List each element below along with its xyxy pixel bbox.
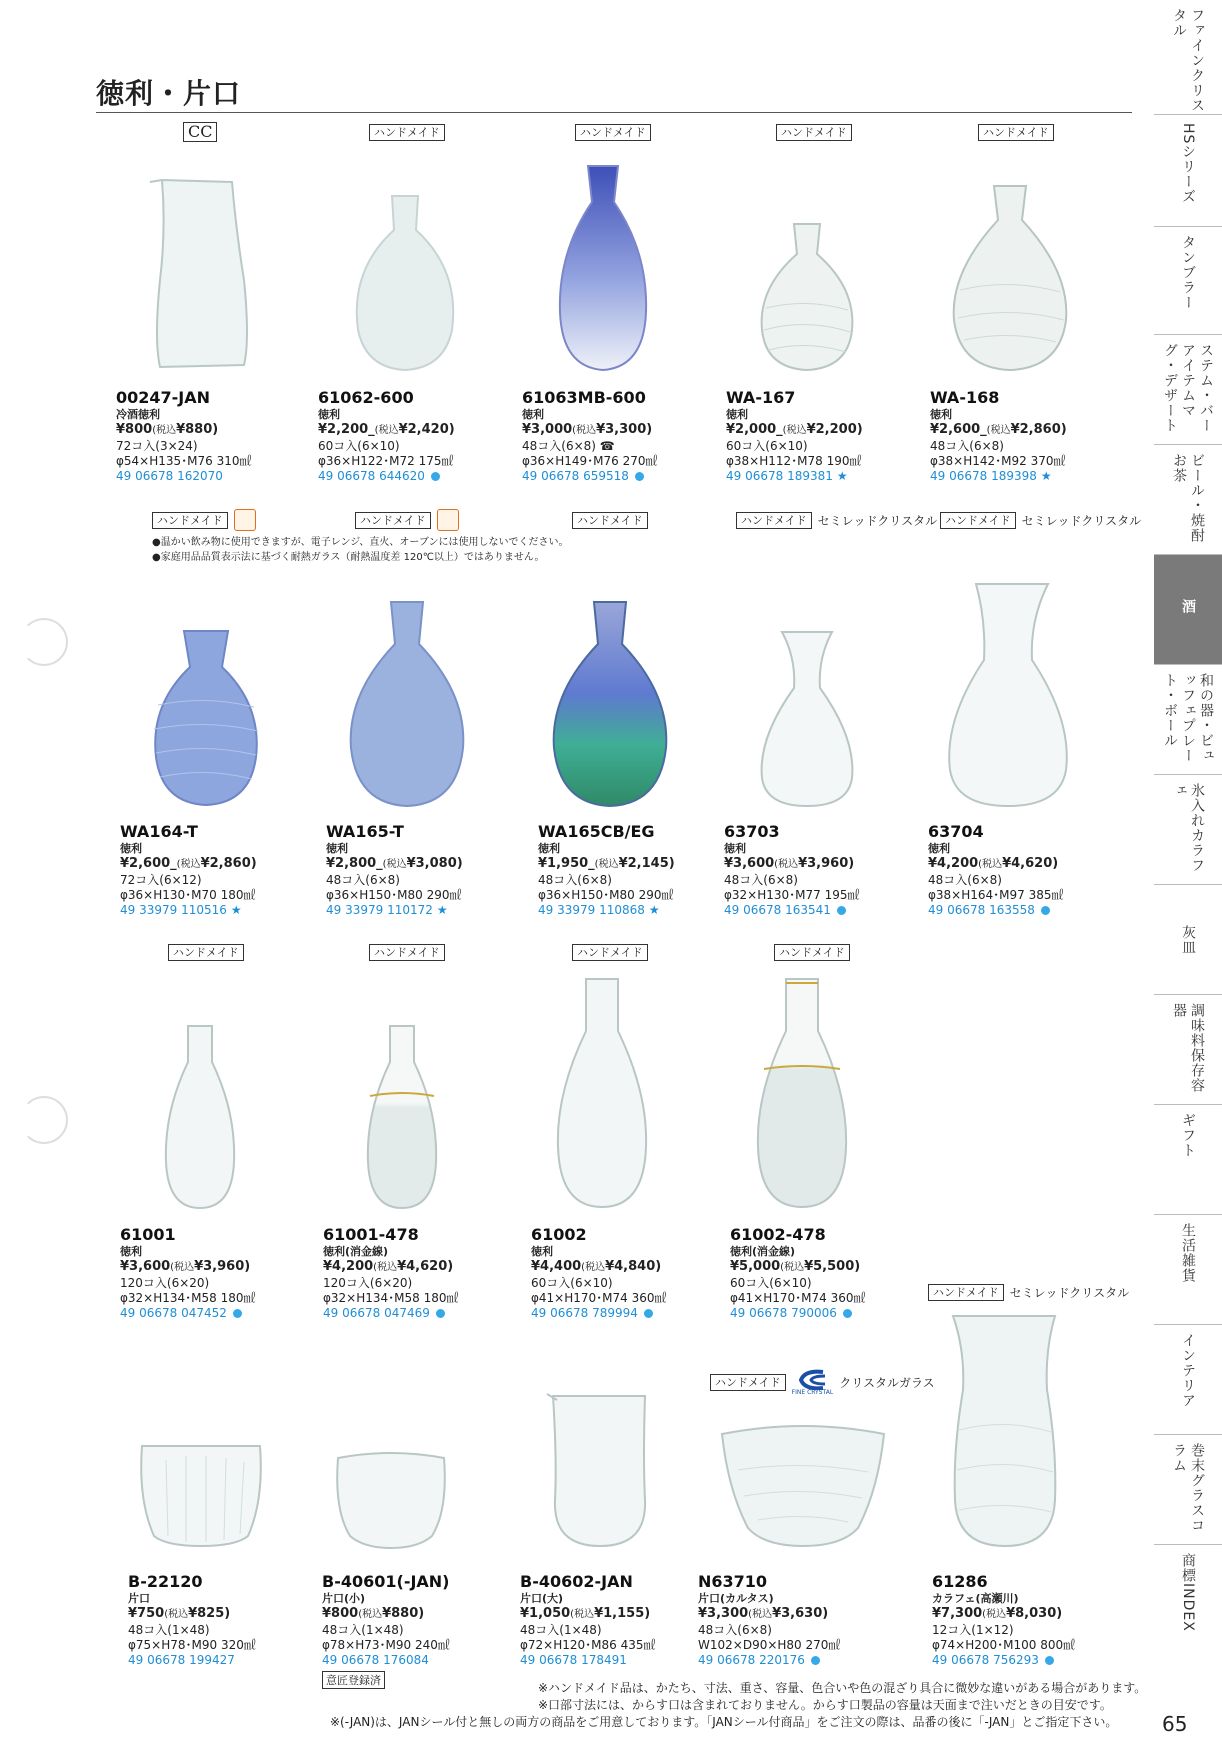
handmade-badge: ハンドメイド	[736, 512, 812, 529]
product-code: 61286	[932, 1572, 988, 1591]
product-jan: 49 06678 163541	[724, 903, 914, 918]
product-pack: 60コ入(6×10)	[318, 439, 400, 453]
product-kind: 徳利(消金線)	[730, 1245, 796, 1258]
product-card	[930, 388, 1120, 484]
product-code: 63704	[928, 822, 984, 841]
product-dims: φ72×H120･M86 435㎖	[520, 1638, 656, 1652]
handmade-badge: ハンドメイド	[928, 1284, 1004, 1301]
product-dims: φ38×H142･M92 370㎖	[930, 454, 1066, 468]
handmade-badge: ハンドメイド	[575, 124, 651, 141]
design-registered-badge: 意匠登録済	[322, 1671, 385, 1689]
sake-bottle-image	[345, 598, 470, 810]
recommend-dot-icon	[431, 472, 440, 481]
sake-bottle-image	[160, 1022, 240, 1212]
binder-hole	[20, 618, 68, 666]
footnotes	[330, 1680, 1146, 1731]
product-price: ¥2,000_(税込¥2,200)	[726, 422, 863, 437]
katakuchi-bowl-image	[136, 1440, 266, 1550]
product-kind: 徳利	[120, 1245, 142, 1258]
side-tab-ice-carafe[interactable]: 氷入れカラフェ	[1154, 775, 1222, 885]
product-dims: φ38×H164･M97 385㎖	[928, 888, 1064, 902]
product-dims: W102×D90×H80 270㎖	[698, 1638, 841, 1652]
product-kind: 徳利	[326, 842, 348, 855]
product-jan: 49 06678 163558	[928, 903, 1118, 918]
product-jan: 49 06678 189381 ★	[726, 469, 848, 483]
recommend-dot-icon	[1041, 906, 1050, 915]
product-jan: 49 06678 162070	[116, 469, 223, 483]
product-price: ¥800(税込¥880)	[322, 1606, 425, 1621]
product-kind: カラフェ(高瀬川)	[932, 1592, 1019, 1605]
product-price: ¥4,400(税込¥4,840)	[531, 1259, 662, 1274]
crystal-glass-label: クリスタルガラス	[839, 1375, 935, 1390]
product-code: WA164-T	[120, 822, 198, 841]
product-dims: φ36×H150･M80 290㎖	[326, 888, 462, 902]
product-dims: φ32×H134･M58 180㎖	[323, 1291, 459, 1305]
product-jan: 49 06678 756293	[932, 1653, 1122, 1668]
product-card	[698, 1572, 888, 1668]
semi-lead-crystal-label: セミレッドクリスタル	[817, 513, 938, 528]
footnote-spout: ※口部寸法には、からす口は含まれておりません。からす口製品の容量は天面まで注いだときの目安です。	[538, 1698, 1112, 1712]
sake-bottle-image	[548, 598, 673, 810]
side-tab-wa-buffet[interactable]: 和の器・ビュッフェプレート・ボール	[1154, 665, 1222, 775]
handmade-badge: ハンドメイド	[152, 512, 228, 529]
sake-bottle-image	[752, 218, 862, 375]
product-code: WA-167	[726, 388, 796, 407]
product-card	[726, 388, 916, 484]
product-code: WA-168	[930, 388, 1000, 407]
product-pack: 72コ入(3×24)	[116, 439, 198, 453]
product-jan: 49 33979 110516 ★	[120, 903, 242, 917]
product-pack: 48コ入(6×8)	[930, 439, 1004, 453]
side-tab-hs-series[interactable]: HSシリーズ	[1154, 115, 1222, 227]
product-pack: 48コ入(6×8)	[928, 873, 1002, 887]
product-card	[326, 822, 516, 918]
product-price: ¥1,950_(税込¥2,145)	[538, 856, 675, 871]
hot-drink-icon	[234, 509, 256, 531]
recommend-dot-icon	[635, 472, 644, 481]
product-jan: 49 06678 659518	[522, 469, 712, 484]
product-jan: 49 06678 220176	[698, 1653, 888, 1668]
product-kind: 冷酒徳利	[116, 408, 160, 421]
product-pack: 120コ入(6×20)	[323, 1276, 413, 1290]
product-dims: φ32×H130･M77 195㎖	[724, 888, 860, 902]
product-dims: φ32×H134･M58 180㎖	[120, 1291, 256, 1305]
product-jan: 49 06678 189398 ★	[930, 469, 1052, 483]
page-number: 65	[1162, 1712, 1188, 1736]
product-pack: 60コ入(6×10)	[531, 1276, 613, 1290]
product-card	[520, 1572, 710, 1668]
product-price: ¥4,200(税込¥4,620)	[323, 1259, 454, 1274]
side-tab-glass-column[interactable]: 巻末グラスコラム	[1154, 1435, 1222, 1545]
crystal-logo-icon	[795, 1368, 829, 1390]
product-code: 61002-478	[730, 1225, 826, 1244]
product-kind: 徳利(消金線)	[323, 1245, 389, 1258]
product-dims: φ38×H112･M78 190㎖	[726, 454, 862, 468]
product-code: B-40602-JAN	[520, 1572, 633, 1591]
handmade-badge: ハンドメイド	[369, 944, 445, 961]
product-code: 61063MB-600	[522, 388, 646, 407]
side-tab-index[interactable]: 商標INDEX	[1180, 1553, 1196, 1632]
handmade-badge: ハンドメイド	[776, 124, 852, 141]
product-dims: φ74×H200･M100 800㎖	[932, 1638, 1076, 1652]
product-price: ¥3,000(税込¥3,300)	[522, 422, 653, 437]
product-jan: 49 06678 644620	[318, 469, 508, 484]
product-jan: 49 06678 047469	[323, 1306, 513, 1321]
product-price: ¥3,600(税込¥3,960)	[120, 1259, 251, 1274]
product-pack: 48コ入(1×48)	[128, 1623, 210, 1637]
side-tab-ashtray[interactable]: 灰皿	[1154, 885, 1222, 995]
product-code: 61001	[120, 1225, 176, 1244]
carafe-takasegawa-image	[945, 1310, 1065, 1550]
product-code: WA165CB/EG	[538, 822, 655, 841]
recommend-dot-icon	[233, 1309, 242, 1318]
side-tab-gift[interactable]: ギフト	[1154, 1105, 1222, 1215]
product-kind: 片口(カルタス)	[698, 1592, 774, 1605]
product-pack: 48コ入(6×8)	[698, 1623, 772, 1637]
product-card	[322, 1572, 512, 1689]
side-index	[1154, 0, 1222, 1632]
handmade-badge: ハンドメイド	[978, 124, 1054, 141]
product-kind: 徳利	[724, 842, 746, 855]
side-tab-sake[interactable]: 酒	[1154, 555, 1222, 665]
katakuchi-pitcher-image	[545, 1390, 655, 1550]
product-price: ¥3,300(税込¥3,630)	[698, 1606, 829, 1621]
product-jan: 49 33979 110868 ★	[538, 903, 660, 917]
product-jan: 49 06678 178491	[520, 1653, 627, 1667]
product-pack: 48コ入(6×8)	[724, 873, 798, 887]
recommend-dot-icon	[644, 1309, 653, 1318]
recommend-dot-icon	[436, 1309, 445, 1318]
cc-badge: CC	[183, 122, 217, 142]
microwave-note: ●温かい飲み物に使用できますが、電子レンジ、直火、オーブンには使用しないでください。	[152, 537, 569, 548]
product-jan: 49 06678 047452	[120, 1306, 310, 1321]
product-kind: 徳利	[120, 842, 142, 855]
star-icon: ★	[1040, 469, 1052, 483]
product-card	[116, 388, 306, 484]
product-code: WA165-T	[326, 822, 404, 841]
product-dims: φ36×H130･M70 180㎖	[120, 888, 256, 902]
product-pack: 12コ入(1×12)	[932, 1623, 1014, 1637]
product-price: ¥5,000(税込¥5,500)	[730, 1259, 861, 1274]
handmade-badge: ハンドメイド	[572, 944, 648, 961]
product-kind: 徳利	[928, 842, 950, 855]
recommend-dot-icon	[843, 1309, 852, 1318]
star-icon: ★	[230, 903, 242, 917]
side-tab-fine-crystal[interactable]: ファインクリスタル	[1154, 0, 1222, 115]
product-kind: 片口(大)	[520, 1592, 564, 1605]
recommend-dot-icon	[811, 1656, 820, 1665]
handmade-badge: ハンドメイド	[940, 512, 1016, 529]
semi-lead-crystal-label: セミレッドクリスタル	[1009, 1285, 1130, 1300]
sake-bottle-image	[552, 975, 652, 1212]
product-card	[120, 822, 310, 918]
product-price: ¥2,600_(税込¥2,860)	[120, 856, 257, 871]
hot-drink-icon	[437, 509, 459, 531]
product-dims: φ36×H150･M80 290㎖	[538, 888, 674, 902]
product-code: B-22120	[128, 1572, 203, 1591]
side-tab-household[interactable]: 生活雑貨	[1154, 1215, 1222, 1325]
recommend-dot-icon	[837, 906, 846, 915]
sake-bottle-image	[340, 190, 470, 375]
heat-glass-note: ●家庭用品品質表示法に基づく耐熱ガラス（耐熱温度差 120℃以上）ではありません。	[152, 552, 545, 563]
product-jan: 49 06678 790006	[730, 1306, 920, 1321]
product-pack: 48コ入(6×8)	[326, 873, 400, 887]
product-pack: 48コ入(6×8) ☎	[522, 439, 615, 453]
product-card	[120, 1225, 310, 1321]
sake-bottle-image	[948, 180, 1073, 375]
product-pack: 48コ入(1×48)	[322, 1623, 404, 1637]
product-price: ¥3,600(税込¥3,960)	[724, 856, 855, 871]
product-code: 61062-600	[318, 388, 414, 407]
product-pack: 72コ入(6×12)	[120, 873, 202, 887]
product-jan: 49 06678 789994	[531, 1306, 721, 1321]
product-price: ¥750(税込¥825)	[128, 1606, 231, 1621]
side-tab-interior[interactable]: インテリア	[1154, 1325, 1222, 1435]
handmade-badge: ハンドメイド	[710, 1374, 786, 1391]
katakuchi-karutas-image	[718, 1420, 888, 1550]
product-price: ¥7,300(税込¥8,030)	[932, 1606, 1063, 1621]
product-dims: φ54×H135･M76 310㎖	[116, 454, 252, 468]
sake-bottle-image	[146, 625, 266, 810]
star-icon: ★	[836, 469, 848, 483]
product-card	[538, 822, 728, 918]
handmade-badge: ハンドメイド	[369, 124, 445, 141]
product-card	[522, 388, 712, 484]
product-kind: 徳利	[531, 1245, 553, 1258]
side-tab-tumbler[interactable]: タンブラー	[1154, 227, 1222, 335]
sake-bottle-image	[140, 170, 260, 375]
product-card	[932, 1572, 1122, 1668]
footnote-jan: ※(-JAN)は、JANシール付と無しの両方の商品をご用意しております。「JANシール付商品」をご注文の際は、品番の後に「-JAN」とご指定下さい。	[330, 1715, 1118, 1729]
handmade-badge: ハンドメイド	[355, 512, 431, 529]
product-pack: 48コ入(1×48)	[520, 1623, 602, 1637]
footnote-handmade: ※ハンドメイド品は、かたち、寸法、重さ、容量、色合いや色の混ざり具合に微妙な違いがある場合があります。	[538, 1681, 1147, 1695]
side-tab-condiment[interactable]: 調味料保存容器	[1154, 995, 1222, 1105]
product-kind: 徳利	[930, 408, 952, 421]
product-card	[318, 388, 508, 484]
product-card	[323, 1225, 513, 1321]
fine-crystal-logo: FINE CRYSTAL	[792, 1368, 834, 1396]
product-kind: 徳利	[538, 842, 560, 855]
product-jan: 49 06678 199427	[128, 1653, 235, 1667]
product-price: ¥2,800_(税込¥3,080)	[326, 856, 463, 871]
product-jan: 49 33979 110172 ★	[326, 903, 448, 917]
product-card	[730, 1225, 920, 1321]
product-card	[128, 1572, 318, 1668]
product-dims: φ36×H122･M72 175㎖	[318, 454, 454, 468]
product-dims: φ78×H73･M90 240㎖	[322, 1638, 450, 1652]
sake-bottle-image	[752, 975, 852, 1212]
star-icon: ★	[436, 903, 448, 917]
product-price: ¥4,200(税込¥4,620)	[928, 856, 1059, 871]
sake-bottle-image	[362, 1022, 442, 1212]
sake-bottle-image	[548, 162, 658, 375]
product-dims: φ36×H149･M76 270㎖	[522, 454, 658, 468]
handmade-badge: ハンドメイド	[572, 512, 648, 529]
product-kind: 片口(小)	[322, 1592, 366, 1605]
product-pack: 120コ入(6×20)	[120, 1276, 210, 1290]
product-price: ¥2,200_(税込¥2,420)	[318, 422, 455, 437]
product-card	[531, 1225, 721, 1321]
star-icon: ★	[648, 903, 660, 917]
product-code: B-40601(-JAN)	[322, 1572, 450, 1591]
carafe-image	[940, 580, 1075, 810]
product-dims: φ75×H78･M90 320㎖	[128, 1638, 256, 1652]
binder-hole	[20, 1096, 68, 1144]
handmade-badge: ハンドメイド	[168, 944, 244, 961]
product-kind: 徳利	[318, 408, 340, 421]
product-card	[724, 822, 914, 918]
semi-lead-crystal-label: セミレッドクリスタル	[1021, 513, 1142, 528]
product-code: N63710	[698, 1572, 768, 1591]
product-card	[928, 822, 1118, 918]
product-code: 63703	[724, 822, 780, 841]
product-price: ¥1,050(税込¥1,155)	[520, 1606, 651, 1621]
product-code: 61001-478	[323, 1225, 419, 1244]
product-jan: 49 06678 176084	[322, 1653, 429, 1667]
katakuchi-bowl-image	[334, 1448, 449, 1550]
product-price: ¥800(税込¥880)	[116, 422, 219, 437]
sake-bottle-image	[752, 628, 862, 810]
product-dims: φ41×H170･M74 360㎖	[730, 1291, 866, 1305]
side-tab-stem-bar[interactable]: ステム・バーアイテムマグ・デザート	[1154, 335, 1222, 445]
product-code: 61002	[531, 1225, 587, 1244]
product-pack: 60コ入(6×10)	[726, 439, 808, 453]
product-kind: 徳利	[522, 408, 544, 421]
product-dims: φ41×H170･M74 360㎖	[531, 1291, 667, 1305]
product-kind: 徳利	[726, 408, 748, 421]
product-code: 00247-JAN	[116, 388, 211, 407]
side-tab-beer-shochu[interactable]: ビール・焼酎お茶	[1154, 445, 1222, 555]
product-pack: 60コ入(6×10)	[730, 1276, 812, 1290]
product-pack: 48コ入(6×8)	[538, 873, 612, 887]
recommend-dot-icon	[1045, 1656, 1054, 1665]
title-rule	[96, 112, 1132, 113]
product-price: ¥2,600_(税込¥2,860)	[930, 422, 1067, 437]
product-kind: 片口	[128, 1592, 150, 1605]
page-title: 徳利・片口	[96, 77, 242, 110]
handmade-badge: ハンドメイド	[774, 944, 850, 961]
